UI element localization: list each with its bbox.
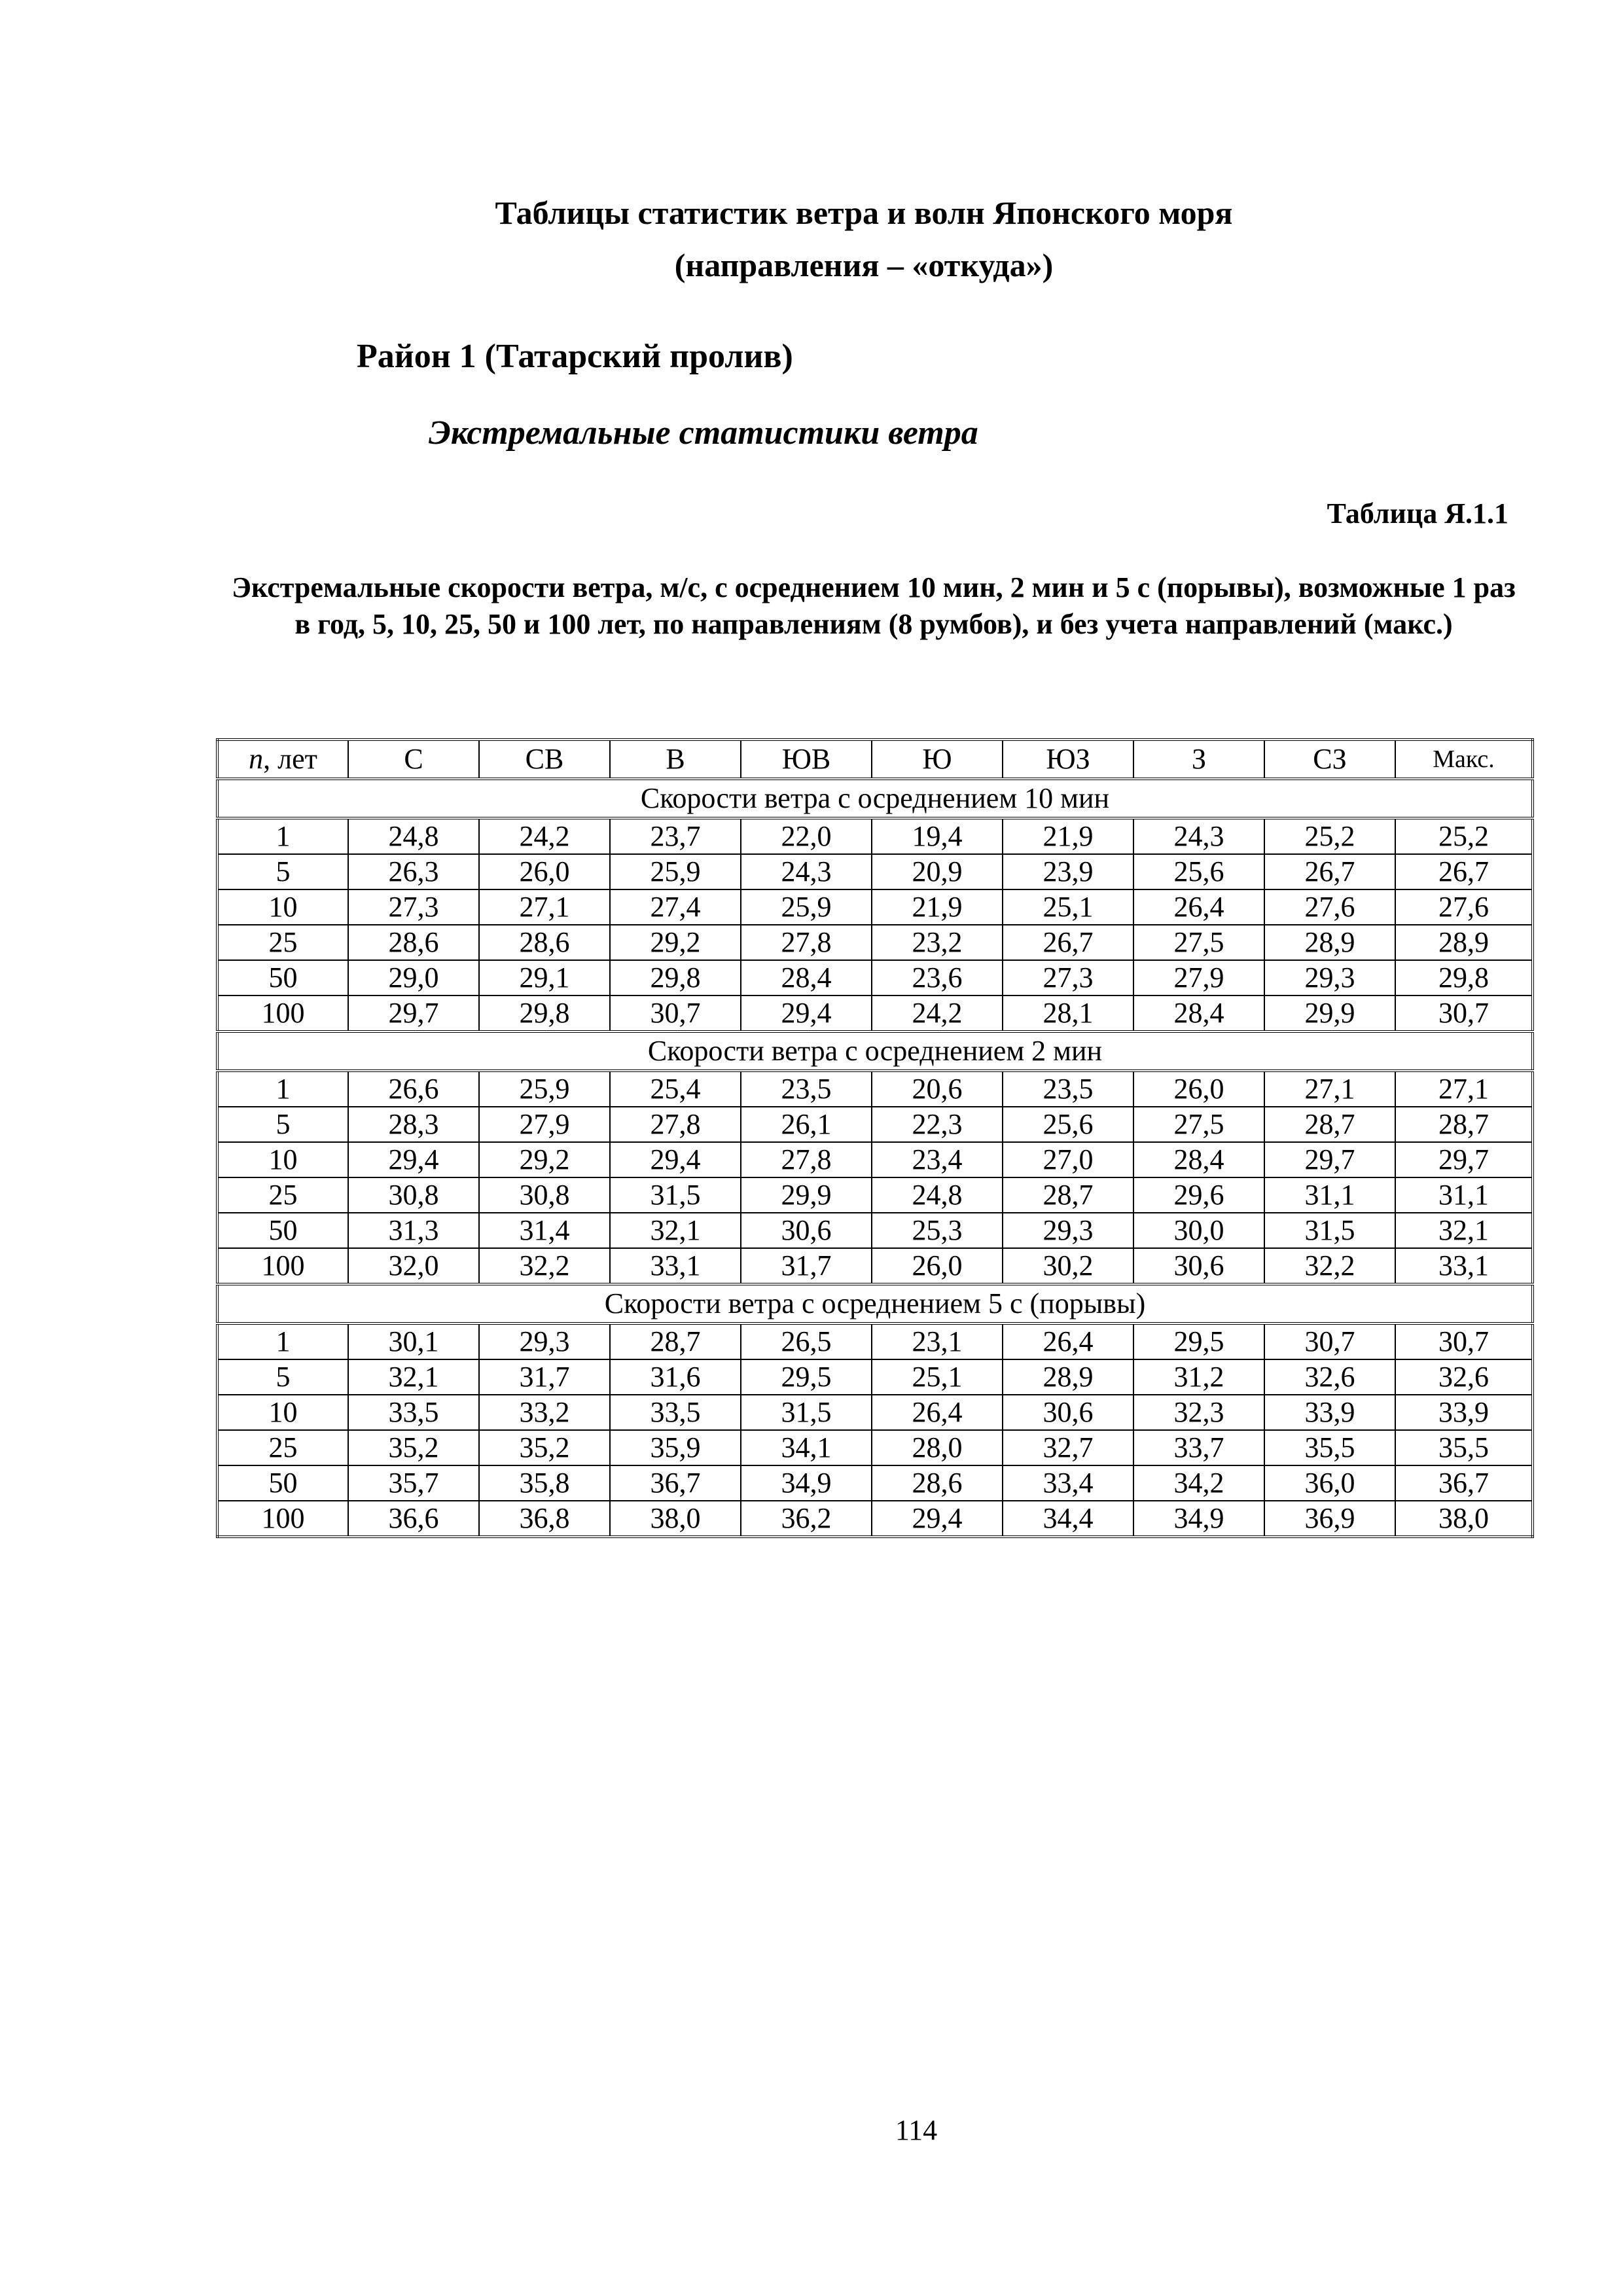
- table-cell: 34,9: [1133, 1501, 1264, 1537]
- table-cell: 29,2: [479, 1142, 610, 1177]
- header-cell-direction: З: [1133, 740, 1264, 779]
- table-cell: 27,8: [741, 1142, 872, 1177]
- table-cell: 30,8: [348, 1177, 479, 1213]
- table-cell: 26,4: [1003, 1323, 1133, 1359]
- max-value-cell: 31,1: [1395, 1177, 1533, 1213]
- table-cell: 29,8: [479, 996, 610, 1031]
- table-cell: 29,3: [1264, 960, 1395, 996]
- table-cell: 21,9: [872, 889, 1003, 925]
- return-period-cell: 5: [217, 854, 348, 889]
- table-cell: 28,4: [1133, 996, 1264, 1031]
- table-cell: 31,4: [479, 1213, 610, 1248]
- return-period-cell: 5: [217, 1107, 348, 1142]
- table-cell: 34,2: [1133, 1465, 1264, 1501]
- table-cell: 25,4: [610, 1071, 741, 1107]
- header-cell-direction: ЮВ: [741, 740, 872, 779]
- table-cell: 32,1: [610, 1213, 741, 1248]
- table-cell: 24,8: [348, 818, 479, 854]
- table-cell: 29,8: [610, 960, 741, 996]
- table-cell: 28,3: [348, 1107, 479, 1142]
- table-cell: 34,4: [1003, 1501, 1133, 1537]
- header-cell-period: [217, 740, 348, 779]
- table-cell: 22,3: [872, 1107, 1003, 1142]
- table-cell: 25,1: [872, 1359, 1003, 1395]
- table-row: [217, 1430, 1533, 1465]
- group-title: Скорости ветра с осреднением 5 с (порывы): [217, 1284, 1533, 1323]
- table-cell: 35,7: [348, 1465, 479, 1501]
- table-cell: 34,9: [741, 1465, 872, 1501]
- table-row: [217, 1323, 1533, 1359]
- table-label: Таблица Я.1.1: [1327, 497, 1508, 529]
- page-number: 114: [895, 2114, 938, 2146]
- table-row: [217, 996, 1533, 1031]
- table-cell: 29,4: [610, 1142, 741, 1177]
- table-cell: 28,6: [479, 925, 610, 960]
- table-cell: 36,8: [479, 1501, 610, 1537]
- table-row: [217, 818, 1533, 854]
- header-cell-max: Макс.: [1395, 740, 1533, 779]
- table-cell: 23,7: [610, 818, 741, 854]
- table-cell: 26,7: [1264, 854, 1395, 889]
- table-cell: 26,1: [741, 1107, 872, 1142]
- max-value-cell: 30,7: [1395, 996, 1533, 1031]
- table-cell: 29,7: [348, 996, 479, 1031]
- table-cell: 36,7: [610, 1465, 741, 1501]
- table-cell: 25,1: [1003, 889, 1133, 925]
- table-cell: 29,4: [741, 996, 872, 1031]
- table-cell: 29,9: [741, 1177, 872, 1213]
- table-cell: 30,7: [610, 996, 741, 1031]
- region-heading: Район 1 (Татарский пролив): [357, 338, 793, 375]
- table-cell: 24,8: [872, 1177, 1003, 1213]
- table-cell: 29,5: [741, 1359, 872, 1395]
- table-cell: 30,6: [1133, 1248, 1264, 1284]
- table-cell: 29,3: [479, 1323, 610, 1359]
- table-cell: 31,5: [1264, 1213, 1395, 1248]
- table-row: [217, 889, 1533, 925]
- table-cell: 20,6: [872, 1071, 1003, 1107]
- table-cell: 25,6: [1003, 1107, 1133, 1142]
- table-caption: Экстремальные скорости ветра, м/с, с осреднением 10 мин, 2 мин и 5 с (порывы), возможные 1 раз в год, 5, 10, 25, 50 и 100 лет, по направлениям (8 румбов), и без учета направлений (макс.): [232, 571, 1516, 640]
- return-period-cell: 10: [217, 1395, 348, 1430]
- table-cell: 23,4: [872, 1142, 1003, 1177]
- group-title: Скорости ветра с осреднением 2 мин: [217, 1031, 1533, 1071]
- table-row: [217, 1071, 1533, 1107]
- table-cell: 25,3: [872, 1213, 1003, 1248]
- table-cell: 28,0: [872, 1430, 1003, 1465]
- header-cell-direction: В: [610, 740, 741, 779]
- table-cell: 36,2: [741, 1501, 872, 1537]
- table-cell: 38,0: [610, 1501, 741, 1537]
- table-cell: 20,9: [872, 854, 1003, 889]
- header-cell-direction: Ю: [872, 740, 1003, 779]
- table-cell: 28,9: [1264, 925, 1395, 960]
- table-cell: 29,3: [1003, 1213, 1133, 1248]
- table-cell: 36,0: [1264, 1465, 1395, 1501]
- max-value-cell: 30,7: [1395, 1323, 1533, 1359]
- max-value-cell: 35,5: [1395, 1430, 1533, 1465]
- table-cell: 32,2: [1264, 1248, 1395, 1284]
- table-cell: 30,6: [741, 1213, 872, 1248]
- table-cell: 30,7: [1264, 1323, 1395, 1359]
- table-cell: 32,3: [1133, 1395, 1264, 1430]
- table-cell: 27,0: [1003, 1142, 1133, 1177]
- table-cell: 25,9: [610, 854, 741, 889]
- table-cell: 26,0: [479, 854, 610, 889]
- table-cell: 27,4: [610, 889, 741, 925]
- table-cell: 31,3: [348, 1213, 479, 1248]
- table-cell: 27,5: [1133, 1107, 1264, 1142]
- max-value-cell: 33,1: [1395, 1248, 1533, 1284]
- group-title: Скорости ветра с осреднением 10 мин: [217, 779, 1533, 818]
- table-cell: 28,4: [741, 960, 872, 996]
- max-value-cell: 36,7: [1395, 1465, 1533, 1501]
- group-title-row: [217, 1284, 1533, 1323]
- table-cell: 33,9: [1264, 1395, 1395, 1430]
- table-cell: 30,0: [1133, 1213, 1264, 1248]
- table-cell: 26,4: [872, 1395, 1003, 1430]
- max-value-cell: 38,0: [1395, 1501, 1533, 1537]
- table-cell: 29,1: [479, 960, 610, 996]
- table-row: [217, 1177, 1533, 1213]
- table-row: [217, 1501, 1533, 1537]
- return-period-cell: 100: [217, 1501, 348, 1537]
- return-period-cell: 1: [217, 818, 348, 854]
- table-cell: 23,6: [872, 960, 1003, 996]
- table-cell: 35,9: [610, 1430, 741, 1465]
- table-row: [217, 854, 1533, 889]
- table-cell: 35,8: [479, 1465, 610, 1501]
- table-row: [217, 1465, 1533, 1501]
- header-cell-direction: СВ: [479, 740, 610, 779]
- table-cell: 27,1: [479, 889, 610, 925]
- table-cell: 27,8: [610, 1107, 741, 1142]
- table-cell: 29,0: [348, 960, 479, 996]
- return-period-cell: 50: [217, 1213, 348, 1248]
- max-value-cell: 29,8: [1395, 960, 1533, 996]
- table-cell: 33,2: [479, 1395, 610, 1430]
- table-body: [217, 740, 1533, 1537]
- group-title-row: [217, 1031, 1533, 1071]
- table-cell: 24,3: [741, 854, 872, 889]
- table-cell: 35,5: [1264, 1430, 1395, 1465]
- max-value-cell: 32,1: [1395, 1213, 1533, 1248]
- table-cell: 27,9: [1133, 960, 1264, 996]
- table-cell: 27,8: [741, 925, 872, 960]
- table-cell: 29,6: [1133, 1177, 1264, 1213]
- section-heading: Экстремальные статистики ветра: [429, 414, 978, 452]
- table-cell: 28,1: [1003, 996, 1133, 1031]
- header-cell-direction: СЗ: [1264, 740, 1395, 779]
- document-title-line1: Таблицы статистик ветра и волн Японского моря: [495, 194, 1233, 231]
- table-cell: 32,0: [348, 1248, 479, 1284]
- table-cell: 26,3: [348, 854, 479, 889]
- table-cell: 24,2: [479, 818, 610, 854]
- table-cell: 31,2: [1133, 1359, 1264, 1395]
- max-value-cell: 26,7: [1395, 854, 1533, 889]
- table-cell: 28,4: [1133, 1142, 1264, 1177]
- table-cell: 29,9: [1264, 996, 1395, 1031]
- table-cell: 35,2: [479, 1430, 610, 1465]
- table-cell: 23,2: [872, 925, 1003, 960]
- table-cell: 22,0: [741, 818, 872, 854]
- max-value-cell: 29,7: [1395, 1142, 1533, 1177]
- table-cell: 31,5: [741, 1395, 872, 1430]
- table-cell: 36,9: [1264, 1501, 1395, 1537]
- table-cell: 23,9: [1003, 854, 1133, 889]
- table-cell: 24,2: [872, 996, 1003, 1031]
- table-cell: 24,3: [1133, 818, 1264, 854]
- table-cell: 29,2: [610, 925, 741, 960]
- header-cell-direction: ЮЗ: [1003, 740, 1133, 779]
- table-cell: 33,5: [610, 1395, 741, 1430]
- max-value-cell: 25,2: [1395, 818, 1533, 854]
- table-cell: 33,7: [1133, 1430, 1264, 1465]
- table-cell: 31,7: [479, 1359, 610, 1395]
- return-period-cell: 50: [217, 960, 348, 996]
- table-cell: 27,1: [1264, 1071, 1395, 1107]
- table-cell: 23,5: [741, 1071, 872, 1107]
- return-period-cell: 5: [217, 1359, 348, 1395]
- table-cell: 36,6: [348, 1501, 479, 1537]
- table-cell: 25,9: [479, 1071, 610, 1107]
- return-period-cell: 10: [217, 889, 348, 925]
- table-row: [217, 960, 1533, 996]
- table-row: [217, 1213, 1533, 1248]
- table-row: [217, 1395, 1533, 1430]
- header-cell-direction: С: [348, 740, 479, 779]
- table-cell: 27,9: [479, 1107, 610, 1142]
- table-cell: 33,1: [610, 1248, 741, 1284]
- table-cell: 23,5: [1003, 1071, 1133, 1107]
- table-cell: 29,7: [1264, 1142, 1395, 1177]
- table-cell: 30,2: [1003, 1248, 1133, 1284]
- table-cell: 26,0: [1133, 1071, 1264, 1107]
- max-value-cell: 27,1: [1395, 1071, 1533, 1107]
- table-cell: 25,2: [1264, 818, 1395, 854]
- table-cell: 27,5: [1133, 925, 1264, 960]
- table-cell: 19,4: [872, 818, 1003, 854]
- table-cell: 28,9: [1003, 1359, 1133, 1395]
- table-cell: 26,4: [1133, 889, 1264, 925]
- table-cell: 32,6: [1264, 1359, 1395, 1395]
- table-cell: 32,7: [1003, 1430, 1133, 1465]
- table-row: [217, 1142, 1533, 1177]
- table-cell: 32,2: [479, 1248, 610, 1284]
- return-period-cell: 100: [217, 1248, 348, 1284]
- table-cell: 31,1: [1264, 1177, 1395, 1213]
- table-cell: 25,9: [741, 889, 872, 925]
- return-period-cell: 25: [217, 1177, 348, 1213]
- max-value-cell: 32,6: [1395, 1359, 1533, 1395]
- table-row: [217, 925, 1533, 960]
- table-cell: 30,1: [348, 1323, 479, 1359]
- table-cell: 26,0: [872, 1248, 1003, 1284]
- table-cell: 28,6: [348, 925, 479, 960]
- table-cell: 23,1: [872, 1323, 1003, 1359]
- table-cell: 29,4: [348, 1142, 479, 1177]
- table-cell: 26,7: [1003, 925, 1133, 960]
- wind-speed-table: [216, 738, 1534, 1538]
- return-period-cell: 1: [217, 1323, 348, 1359]
- max-value-cell: 27,6: [1395, 889, 1533, 925]
- table-cell: 30,6: [1003, 1395, 1133, 1430]
- table-cell: 28,7: [1264, 1107, 1395, 1142]
- table-cell: 26,6: [348, 1071, 479, 1107]
- table-row: [217, 1248, 1533, 1284]
- table-cell: 28,7: [610, 1323, 741, 1359]
- table-row: [217, 1359, 1533, 1395]
- return-period-cell: 25: [217, 1430, 348, 1465]
- table-header-row: [217, 740, 1533, 779]
- document-title-line2: (направления – «откуда»): [674, 247, 1054, 283]
- header-n-letter: n: [249, 743, 264, 775]
- header-n-suffix: , лет: [263, 743, 317, 775]
- return-period-cell: 50: [217, 1465, 348, 1501]
- table-cell: 26,5: [741, 1323, 872, 1359]
- table-cell: 31,6: [610, 1359, 741, 1395]
- return-period-cell: 25: [217, 925, 348, 960]
- table-cell: 25,6: [1133, 854, 1264, 889]
- table-cell: 33,4: [1003, 1465, 1133, 1501]
- table-cell: 31,7: [741, 1248, 872, 1284]
- max-value-cell: 28,9: [1395, 925, 1533, 960]
- table-cell: 33,5: [348, 1395, 479, 1430]
- return-period-cell: 1: [217, 1071, 348, 1107]
- max-value-cell: 33,9: [1395, 1395, 1533, 1430]
- table-cell: 27,3: [1003, 960, 1133, 996]
- table-cell: 29,5: [1133, 1323, 1264, 1359]
- table-cell: 27,6: [1264, 889, 1395, 925]
- return-period-cell: 10: [217, 1142, 348, 1177]
- table-cell: 30,8: [479, 1177, 610, 1213]
- table-cell: 29,4: [872, 1501, 1003, 1537]
- table-cell: 35,2: [348, 1430, 479, 1465]
- table-cell: 27,3: [348, 889, 479, 925]
- table-cell: 21,9: [1003, 818, 1133, 854]
- table-cell: 28,6: [872, 1465, 1003, 1501]
- table-row: [217, 1107, 1533, 1142]
- table-cell: 28,7: [1003, 1177, 1133, 1213]
- table-cell: 32,1: [348, 1359, 479, 1395]
- table-cell: 31,5: [610, 1177, 741, 1213]
- max-value-cell: 28,7: [1395, 1107, 1533, 1142]
- return-period-cell: 100: [217, 996, 348, 1031]
- table-cell: 34,1: [741, 1430, 872, 1465]
- group-title-row: [217, 779, 1533, 818]
